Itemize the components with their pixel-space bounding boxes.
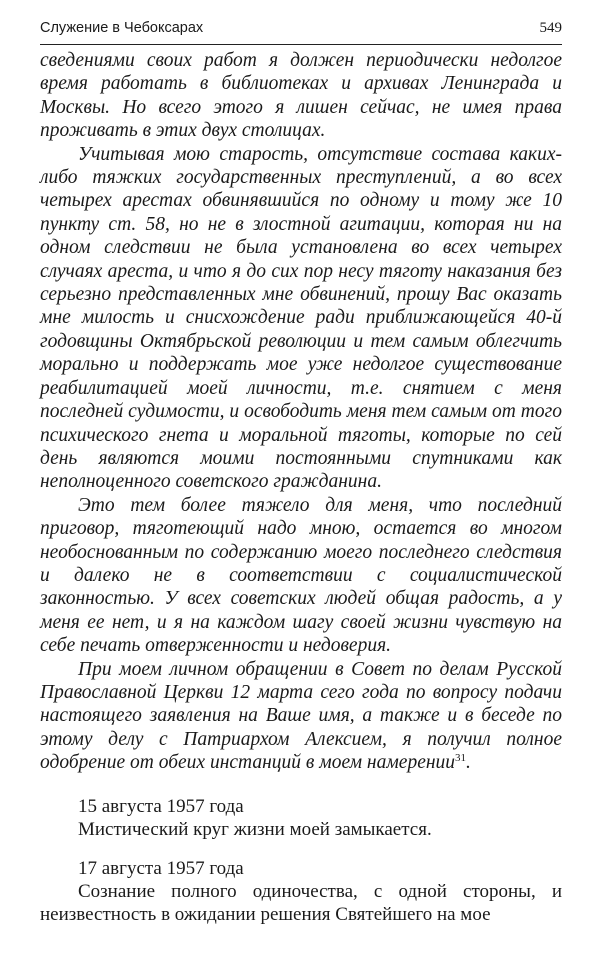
book-page — [40, 18, 562, 926]
letter-paragraph-2: Учитывая мою старость, отсутствие состава каких-либо тяжких государственных преступлений, а во всех четырех арестах обвинявшийся по одному и тому же 10 пункту ст. 58, но не в злостной агитации, которая ни на одном следствии не была установлена во всех четырех случаях ареста, и что я до сих пор несу тяготу наказания без серьезно представленных мне обвинений, прошу Вас оказать мне милость и снисхождение ради приближающейся 40-й годовщины Октябрьской революции и тем самым облегчить морально и поддержать мое уже недолгое существование реабилитацией моей личности, т.е. снятием с меня последней судимости, и освободить меня тем самым от того психического гнета и моральной тяготы, которые по сей день являются моими постоянными спутниками как неполноценного советского гражданина. — [40, 143, 562, 493]
letter-text — [40, 49, 562, 775]
footnote-reference: 31 — [455, 752, 467, 765]
page-number: 549 — [539, 20, 562, 36]
diary-entries — [40, 795, 562, 926]
letter-paragraph-4-text: При моем личном обращении в Совет по делам Русской Православной Церкви 12 марта сего года по вопросу подачи настоящего заявления на Ваше имя, а также и в беседе по этому делу с Патриархом Алексием, я получил полное одобрение от обеих инстанций в моем намерении — [40, 658, 562, 774]
chapter-title: Служение в Чебоксарах — [40, 20, 204, 36]
diary-entry-text: Сознание полного одиночества, с одной стороны, и неизвестность в ожидании решения Святейшего на мое — [40, 880, 562, 925]
diary-entry — [40, 795, 562, 841]
letter-paragraph-3: Это тем более тяжело для меня, что последний приговор, тяготеющий надо мною, остается во многом необоснованным по содержанию моего последнего следствия и далеко не в соответствии с социалистической законностью. У всех советских людей общая радость, а у меня ее нет, и я на каждом шагу своей жизни чувствую на себе печать отверженности и недоверия. — [40, 494, 562, 657]
running-header — [40, 18, 562, 45]
diary-entry-text: Мистический круг жизни моей замыкается. — [78, 818, 432, 840]
letter-paragraph-1: сведениями своих работ я должен периодически недолгое время работать в библиотеках и архивах Ленинграда и Москвы. Но всего этого я лишен сейчас, не имея права проживать в этих двух столицах. — [40, 50, 562, 142]
diary-entry-date: 17 августа 1957 года — [78, 857, 244, 879]
letter-paragraph-4: При моем личном обращении в Совет по делам Русской Православной Церкви 12 марта сего года по вопросу подачи настоящего заявления на Ваше имя, а также и в беседе по этому делу с Патриархом Алексием, я получил полное одобрение от обеих инстанций в моем намерении$^{31}$. — [40, 658, 562, 774]
diary-entry — [40, 857, 562, 926]
diary-entry-date: 15 августа 1957 года — [78, 795, 244, 817]
